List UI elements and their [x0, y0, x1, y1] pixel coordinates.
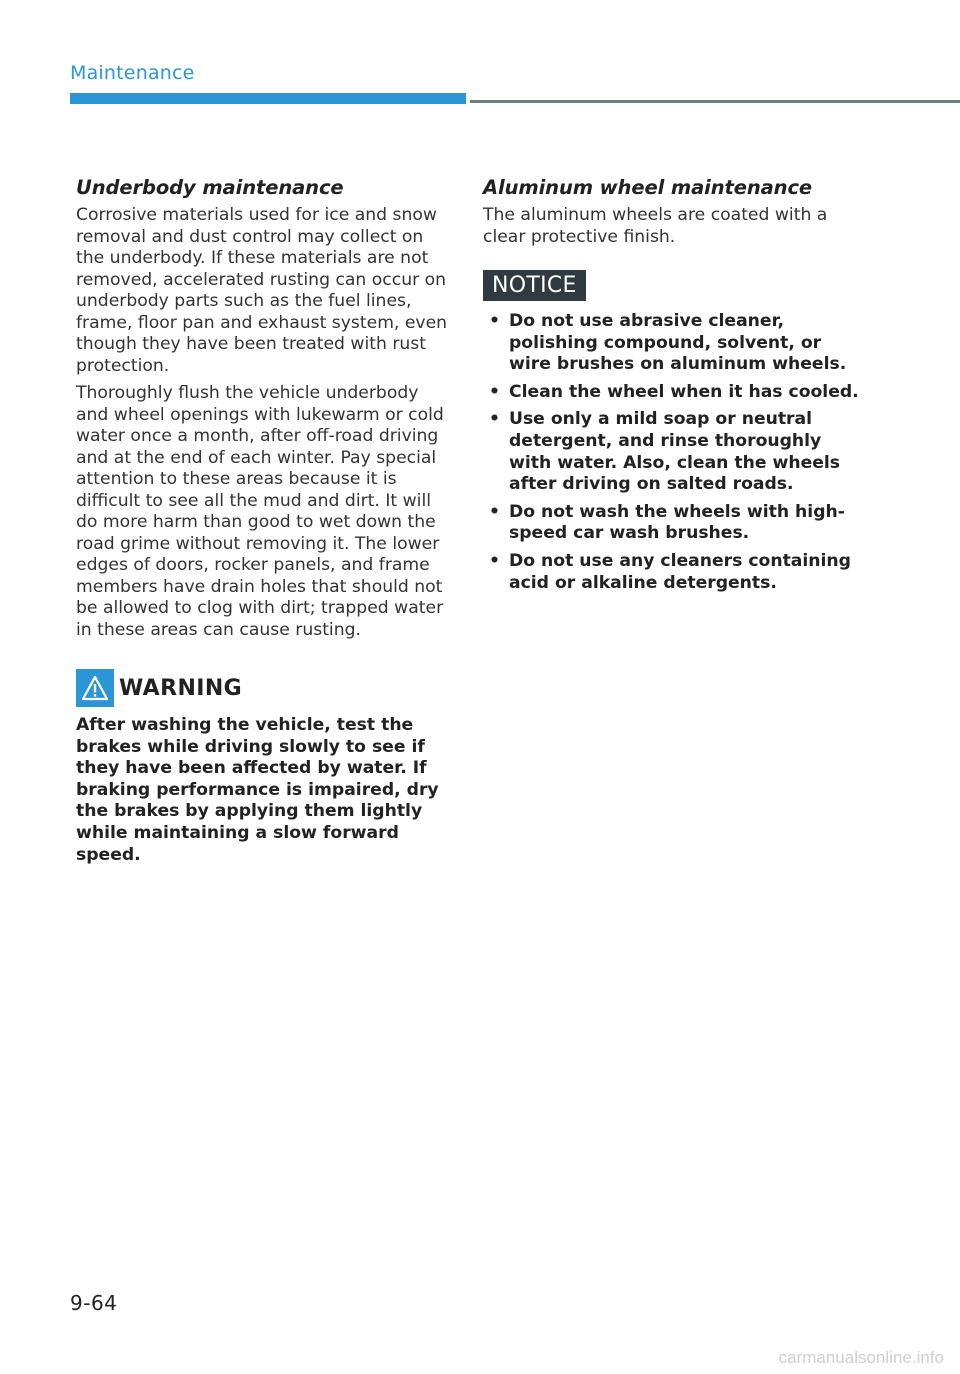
notice-list — [483, 311, 863, 594]
warning-text: After washing the vehicle, test the brakes while driving slowly to see if they have been affected by water. If braking performance is impaired, dry the brakes by applying them lightly while maintaining a slow forward speed. — [76, 715, 439, 865]
notice-item — [483, 311, 863, 376]
notice-block — [483, 270, 863, 594]
section-label: Maintenance — [70, 62, 195, 84]
bullet-icon: • — [489, 501, 500, 522]
bullet-icon: • — [489, 311, 500, 331]
header-rule-accent — [70, 93, 466, 104]
right-column — [483, 176, 863, 600]
notice-item-text: Clean the wheel when it has cooled. — [509, 381, 859, 402]
bullet-icon: • — [489, 409, 500, 430]
aluminum-wheel-heading: Aluminum wheel maintenance — [483, 176, 813, 199]
underbody-paragraph-2: Thoroughly flush the vehicle underbody and wheel openings with lukewarm or cold water once a month, after off-road driving and at the end of each winter. Pay special attention to these areas because it is difficult to see all the mud and dirt. It will do more harm than good to wet down the road grime without removing it. The lower edges of doors, rocker panels, and frame members have drain holes that should not be allowed to clog with dirt; trapped water in these areas can cause rusting. — [76, 383, 444, 640]
notice-item-text: Do not use any cleaners containing acid or alkaline detergents. — [509, 550, 851, 593]
warning-block — [76, 669, 448, 866]
left-column — [76, 176, 448, 866]
page-number: 9-64 — [70, 1291, 118, 1315]
notice-item — [483, 409, 863, 495]
notice-item — [483, 551, 863, 594]
warning-header — [76, 669, 448, 707]
notice-item-text: Use only a mild soap or neutral detergent, and rinse thoroughly with water. Also, clean the wheels after driving on salted roads. — [509, 409, 841, 495]
warning-triangle-icon — [76, 669, 114, 707]
watermark: carmanualsonline.info — [778, 1348, 944, 1367]
underbody-heading: Underbody maintenance — [76, 176, 344, 199]
aluminum-wheel-paragraph: The aluminum wheels are coated with a clear protective finish. — [483, 205, 828, 247]
warning-title: WARNING — [119, 675, 243, 701]
header-rule — [470, 100, 960, 103]
bullet-icon: • — [489, 381, 500, 402]
underbody-paragraph-1: Corrosive materials used for ice and snow removal and dust control may collect on the underbody. If these materials are not removed, accelerated rusting can occur on underbody parts such as the fuel lines, frame, floor pan and exhaust system, even though they have been treated with rust protection. — [76, 205, 448, 376]
notice-item — [483, 382, 863, 404]
notice-badge: NOTICE — [483, 270, 586, 301]
notice-item-text: Do not use abrasive cleaner, polishing compound, solvent, or wire brushes on aluminum wheels. — [509, 311, 847, 375]
notice-item-text: Do not wash the wheels with high-speed car wash brushes. — [509, 501, 845, 544]
notice-item — [483, 502, 863, 545]
bullet-icon: • — [489, 550, 500, 571]
